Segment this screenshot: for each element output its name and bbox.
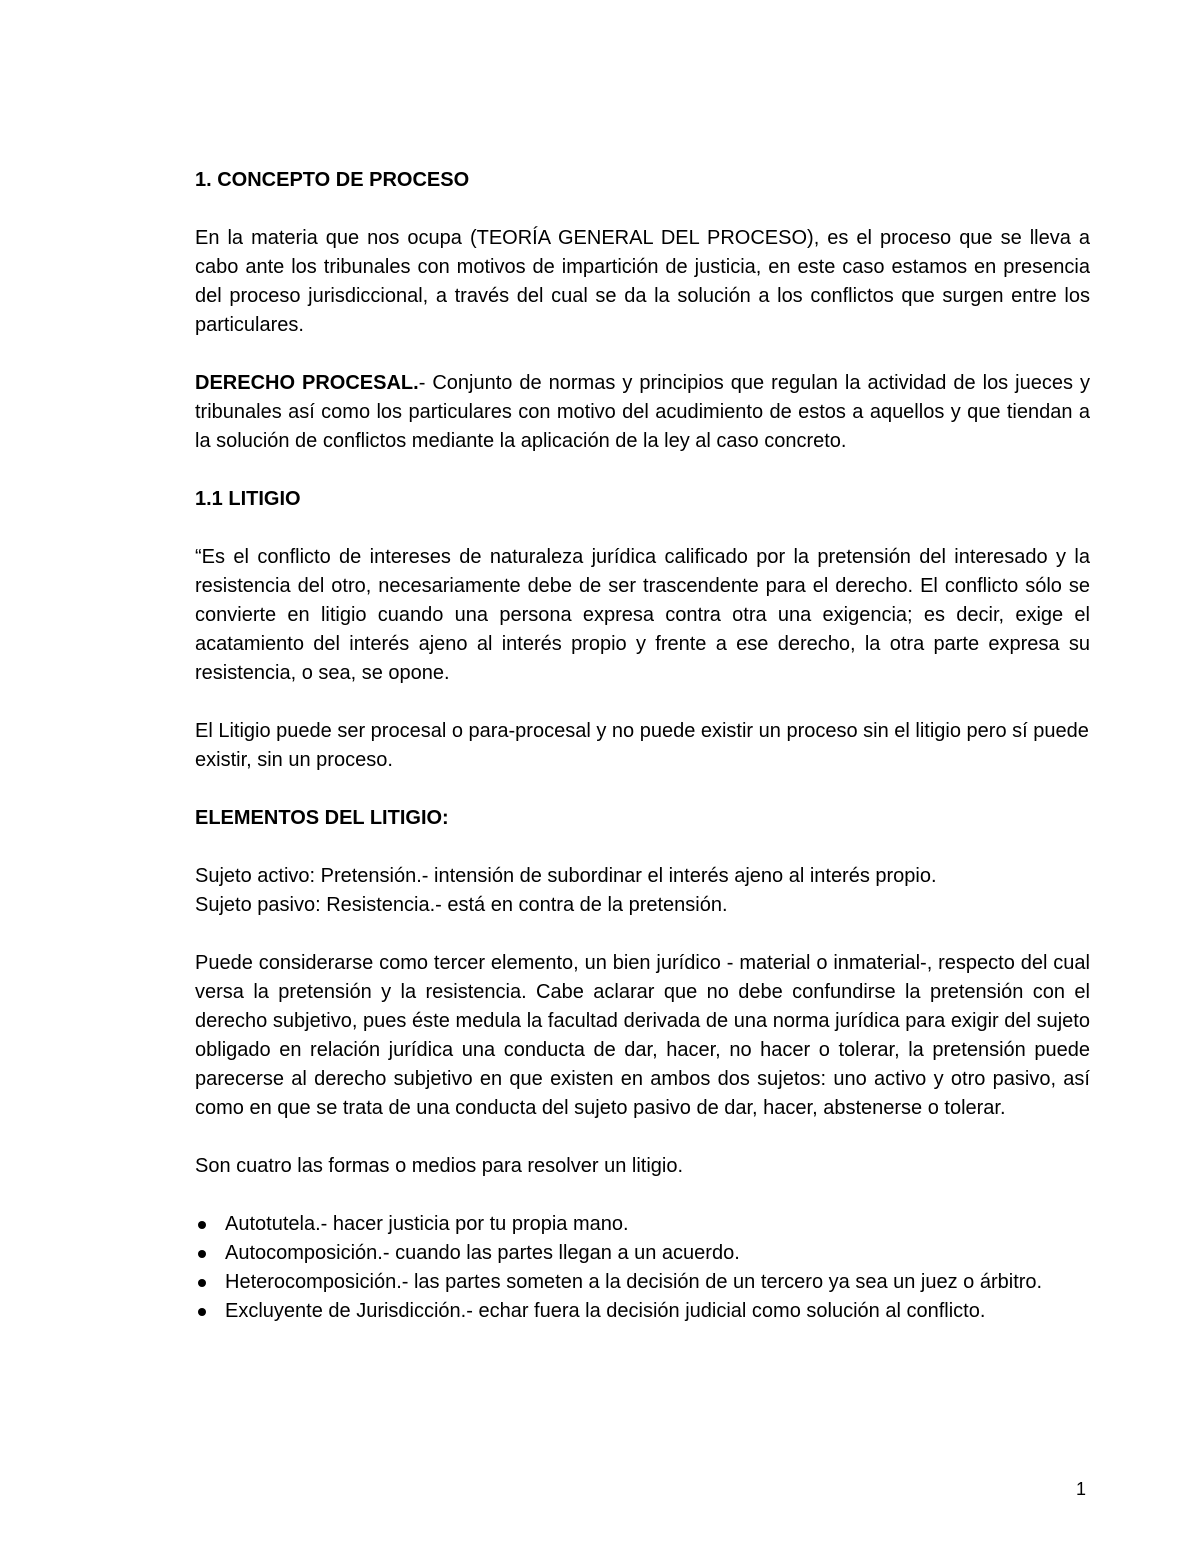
list-item xyxy=(195,1297,1090,1326)
sujeto-pasivo-line: Sujeto pasivo: Resistencia.- está en contra de la pretensión. xyxy=(195,894,728,916)
sujetos-block xyxy=(195,862,1090,920)
list-item-text: Excluyente de Jurisdicción.- echar fuera la decisión judicial como solución al conflicto. xyxy=(225,1300,986,1322)
section-heading-litigio: 1.1 LITIGIO xyxy=(195,488,301,510)
list-item-text: Autocomposición.- cuando las partes llegan a un acuerdo. xyxy=(225,1242,740,1264)
sujeto-activo-line: Sujeto activo: Pretensión.- intensión de subordinar el interés ajeno al interés propio. xyxy=(195,865,937,887)
bullet-icon xyxy=(198,1250,206,1258)
paragraph-derecho-procesal xyxy=(195,369,1090,456)
document-body xyxy=(195,166,1090,1326)
list-item-text: Autotutela.- hacer justicia por tu propia mano. xyxy=(225,1213,629,1235)
section-heading-elementos: ELEMENTOS DEL LITIGIO: xyxy=(195,807,449,829)
section-heading-concepto: 1. CONCEPTO DE PROCESO xyxy=(195,169,470,191)
page-number: 1 xyxy=(1076,1479,1087,1499)
list-item xyxy=(195,1268,1090,1297)
paragraph-tercer-elemento: Puede considerarse como tercer elemento, un bien jurídico - material o inmaterial-, respecto del cual versa la pretensión y la resistencia. Cabe aclarar que no debe confundirse la pretensión con el derecho subjetivo, pues éste medula la facultad derivada de una norma jurídica para exigir del sujeto obligado en relación jurídica una conducta de dar, hacer, no hacer o tolerar, la pretensión puede parecerse al derecho subjetivo en que existen en ambos dos sujetos: uno activo y otro pasivo, así como en que se trata de una conducta del sujeto pasivo de dar, hacer, abstenerse o tolerar. xyxy=(195,952,1090,1119)
bullet-icon xyxy=(198,1308,206,1316)
list-item-text: Heterocomposición.- las partes someten a la decisión de un tercero ya sea un juez o árbitro. xyxy=(225,1271,1043,1293)
paragraph-litigio-definition: “Es el conflicto de intereses de naturaleza jurídica calificado por la pretensión del interesado y la resistencia del otro, necesariamente debe de ser trascendente para el derecho. El conflicto sólo se convierte en litigio cuando una persona expresa contra otra una exigencia; es decir, exige el acatamiento del interés ajeno al interés propio y frente a ese derecho, la otra parte expresa su resistencia, o sea, se opone. xyxy=(195,546,1090,684)
list-item xyxy=(195,1239,1090,1268)
term-derecho-procesal: DERECHO PROCESAL. xyxy=(195,372,419,394)
paragraph-proceso: En la materia que nos ocupa (TEORÍA GENERAL DEL PROCESO), es el proceso que se lleva a cabo ante los tribunales con motivos de impartición de justicia, en este caso estamos en presencia del proceso jurisdiccional, a través del cual se da la solución a los conflictos que surgen entre los particulares. xyxy=(195,227,1090,336)
formas-list xyxy=(195,1210,1090,1326)
paragraph-litigio-types: El Litigio puede ser procesal o para-procesal y no puede existir un proceso sin el litigio pero sí puede existir, sin un proceso. xyxy=(195,720,1089,771)
paragraph-formas: Son cuatro las formas o medios para resolver un litigio. xyxy=(195,1155,684,1177)
list-item xyxy=(195,1210,1090,1239)
definition-derecho-procesal: - Conjunto de normas y principios que regulan la actividad de los jueces y tribunales así como los particulares con motivo del acudimiento de estos a aquellos y que tiendan a la solución de conflictos mediante la aplicación de la ley al caso concreto. xyxy=(195,372,1090,452)
bullet-icon xyxy=(198,1221,206,1229)
bullet-icon xyxy=(198,1279,206,1287)
